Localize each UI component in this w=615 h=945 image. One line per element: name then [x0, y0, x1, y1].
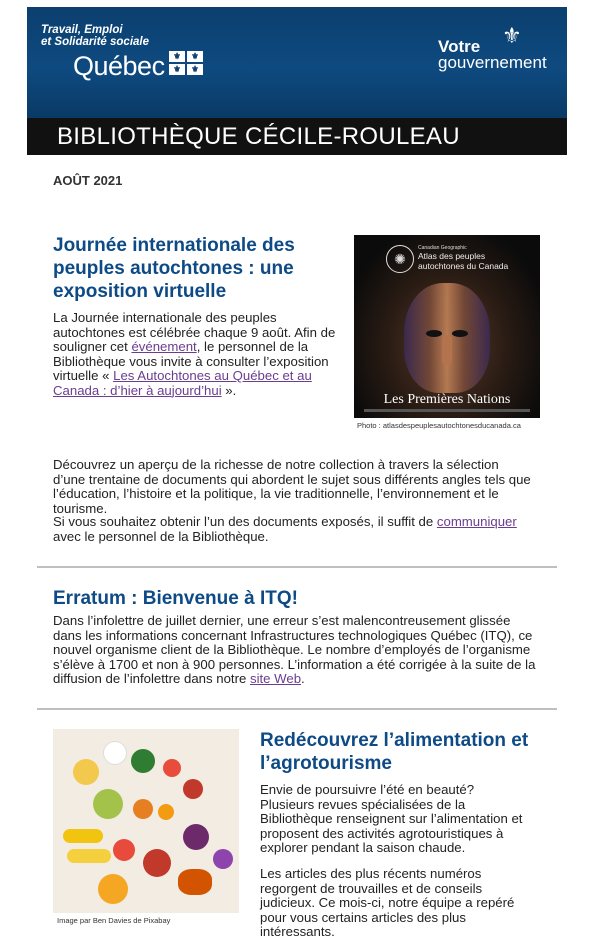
text: avec le personnel de la Bibliothèque.: [53, 528, 269, 544]
cover-title: Les Premières Nations: [383, 392, 511, 407]
library-banner: [27, 118, 567, 155]
mask-eye: [426, 330, 442, 337]
section1-paragraph-2: Découvrez un aperçu de la richesse de notre collection à travers la sélection d’une trentaine de documents qui abordent le sujet sous différents angles tels que l’éducation, l’histoire et la politique, la vie traditionnelle, l’environnement et le tourisme.: [53, 457, 531, 516]
section3-title: Redécouvrez l’alimentation et l’agrotourisme: [260, 730, 529, 774]
event-link[interactable]: événement: [131, 339, 197, 354]
ministry-line-1: Travail, Emploi: [41, 24, 123, 36]
section2-title: Erratum : Bienvenue à ITQ!: [53, 588, 298, 609]
fleur-de-lys-icon: ⚜: [502, 23, 522, 48]
banner-title: BIBLIOTHÈQUE CÉCILE-ROULEAU: [57, 123, 460, 150]
website-link[interactable]: site Web: [249, 671, 302, 686]
cover-atlas-title: Atlas des peuples autochtones du Canada: [418, 251, 509, 271]
quebec-wordmark: Québec: [73, 51, 165, 81]
section3-paragraph-2: Les articles des plus récents numéros regorgent de trouvailles et de conseils judicieux. Ce mois-ci, notre équipe a repéré pour vous certains articles des plus intéressants.: [260, 866, 515, 939]
text: La Journée internationale des peuples autochtones est célébrée chaque 9 août. Afin de souligner cet: [53, 310, 336, 354]
image-credit: Image par Ben Davies de Pixabay: [57, 916, 171, 925]
exhibition-link[interactable]: Les Autochtones au Québec et au Canada : d’hier à aujourd’hui: [53, 368, 312, 398]
votre-label: Votre: [438, 37, 481, 56]
vegetables-image: [53, 729, 239, 913]
ministry-header: [27, 7, 567, 118]
mask-eye: [452, 330, 468, 337]
text: , le personnel de la Bibliothèque vous invite à consulter l’exposition virtuelle «: [53, 339, 329, 383]
gouvernement-label: gouvernement: [438, 53, 547, 72]
atlas-cover-image: [354, 235, 540, 418]
section1-paragraph-3: [53, 515, 533, 544]
section2-paragraph: [53, 614, 538, 687]
section1-paragraph: [53, 311, 343, 398]
ministry-line-2: et Solidarité sociale: [41, 36, 150, 48]
ministry-name: [41, 24, 149, 48]
photo-credit: Photo : atlasdespeuplesautochtonesducanada.ca: [357, 421, 521, 430]
mask-nose: [442, 335, 452, 365]
section3-paragraph-1: Envie de poursuivre l’été en beauté? Plusieurs revues spécialisées de la Bibliothèque renseignent sur l’alimentation et proposent des activités agrotouristiques à explorer pendant la saison chaude.: [260, 782, 523, 855]
section-divider: [37, 708, 557, 710]
contact-link[interactable]: communiquer: [436, 514, 517, 529]
text: Si vous souhaitez obtenir l’un des documents exposés, il suffit de: [53, 514, 437, 529]
section1-title: Journée internationale des peuples autochtones : une exposition virtuelle: [53, 235, 295, 302]
text: .: [301, 671, 305, 686]
issue-date: AOÛT 2021: [53, 173, 123, 188]
section-divider: [37, 566, 557, 568]
quebec-flag-icon: ⚜ ⚜ ⚜ ⚜: [169, 51, 203, 75]
text: Dans l’infolettre de juillet dernier, une erreur s’est malencontreusement glissée dans les informations concernant Infrastructures technologiques Québec (ITQ), ce nouvel organisme client de la Bibliothèque. Le nombre d’employés de l’organisme s’élève à 1700 et non à 900 personnes. L’information a été corrigée à la suite de la diffusion de l’infolettre dans notre: [53, 613, 536, 686]
compass-emblem-icon: ✺: [386, 245, 414, 273]
cover-publisher: Canadian Geographic: [418, 245, 467, 251]
text: ».: [221, 382, 237, 398]
cover-fine-print: [364, 409, 530, 412]
